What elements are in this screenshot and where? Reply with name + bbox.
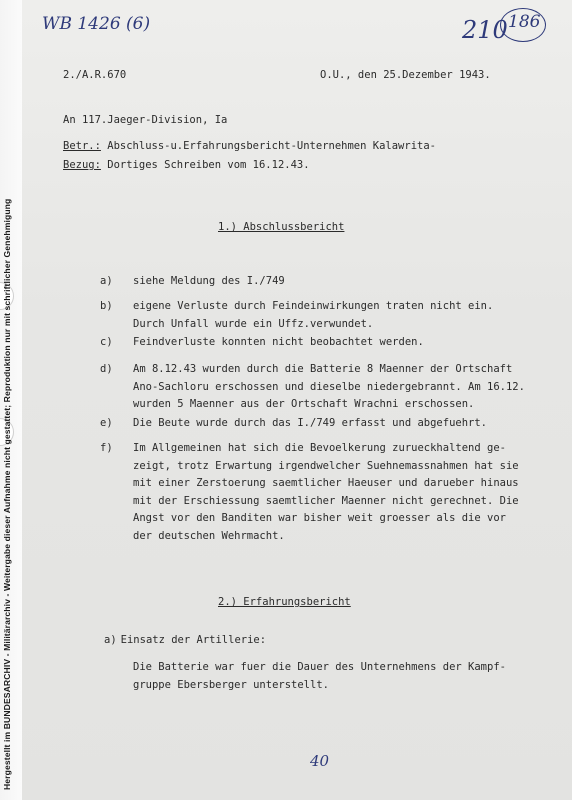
section2-heading: 2.) Erfahrungsbericht (218, 596, 351, 608)
folio-circled-number: 186 (508, 12, 541, 32)
section1-item-line: Durch Unfall wurde ein Uffz.verwundet. (133, 317, 374, 330)
section1-heading: 1.) Abschlussbericht (218, 221, 345, 233)
section1-item-line: mit der Erschiessung saemtlicher Maenner nicht gerechnet. Die (133, 494, 519, 507)
folio-number-handwritten: 210 (462, 16, 508, 44)
betr-label: Betr.: (63, 140, 101, 152)
page-number-handwritten: 40 (310, 752, 330, 770)
section1-item-line: der deutschen Wehrmacht. (133, 529, 285, 542)
section2-item-letter: a) (104, 634, 117, 646)
section2-item-line: gruppe Ebersberger unterstellt. (133, 679, 329, 691)
section1-item-line: Ano-Sachloru erschossen und dieselbe niedergebrannt. Am 16.12. (133, 380, 525, 393)
section1-item-line: siehe Meldung des I./749 (133, 275, 285, 287)
section1-item-line: zeigt, trotz Erwartung irgendwelcher Suehnemassnahmen hat sie (133, 459, 519, 472)
section1-item-letter: c) (100, 336, 113, 348)
section2-item-line: Die Batterie war fuer die Dauer des Unternehmens der Kampf- (133, 661, 506, 673)
bezug-text: Dortiges Schreiben vom 16.12.43. (100, 159, 310, 171)
section1-item-line: Die Beute wurde durch das I./749 erfasst und abgefuehrt. (133, 417, 488, 429)
reference-line (63, 159, 310, 171)
place-date: O.U., den 25.Dezember 1943. (320, 69, 491, 81)
section2-item-heading (104, 634, 266, 646)
section1-item-letter: f) (100, 442, 113, 454)
addressee: An 117.Jaeger-Division, Ia (63, 114, 228, 126)
section1-item-line: eigene Verluste durch Feindeinwirkungen traten nicht ein. (133, 300, 494, 312)
subject-line (63, 140, 436, 152)
section1-item-line: Angst vor den Banditen war bisher weit groesser als die vor (133, 512, 506, 524)
section1-item-line: wurden 5 Maenner aus der Ortschaft Wrachni erschossen. (133, 398, 475, 410)
archive-reference-handwritten: WB 1426 (6) (42, 14, 151, 34)
section1-item-letter: d) (100, 363, 113, 375)
section2-item-title: Einsatz der Artillerie: (120, 634, 267, 646)
archive-side-stamp: Hergestellt im BUNDESARCHIV - Militärarchiv - Weitergabe dieser Aufnahme nicht gestattet; Reproduktion nur mit schriftlicher Genehmigung (2, 198, 12, 790)
section1-item-line: mit einer Zerstoerung saemtlicher Haeuser und darueber hinaus (133, 477, 519, 489)
section1-item-line: Feindverluste konnten nicht beobachtet werden. (133, 336, 424, 348)
section1-item-line: Im Allgemeinen hat sich die Bevoelkerung zurueckhaltend ge- (133, 442, 506, 454)
section1-item-letter: a) (100, 275, 113, 287)
section1-item-letter: e) (100, 417, 113, 429)
unit-reference: 2./A.R.670 (63, 69, 127, 81)
betr-text: Abschluss-u.Erfahrungsbericht-Unternehmen Kalawrita- (100, 140, 436, 152)
section1-item-letter: b) (100, 300, 113, 312)
section1-item-line: Am 8.12.43 wurden durch die Batterie 8 Maenner der Ortschaft (133, 363, 513, 375)
bezug-label: Bezug: (63, 159, 101, 171)
